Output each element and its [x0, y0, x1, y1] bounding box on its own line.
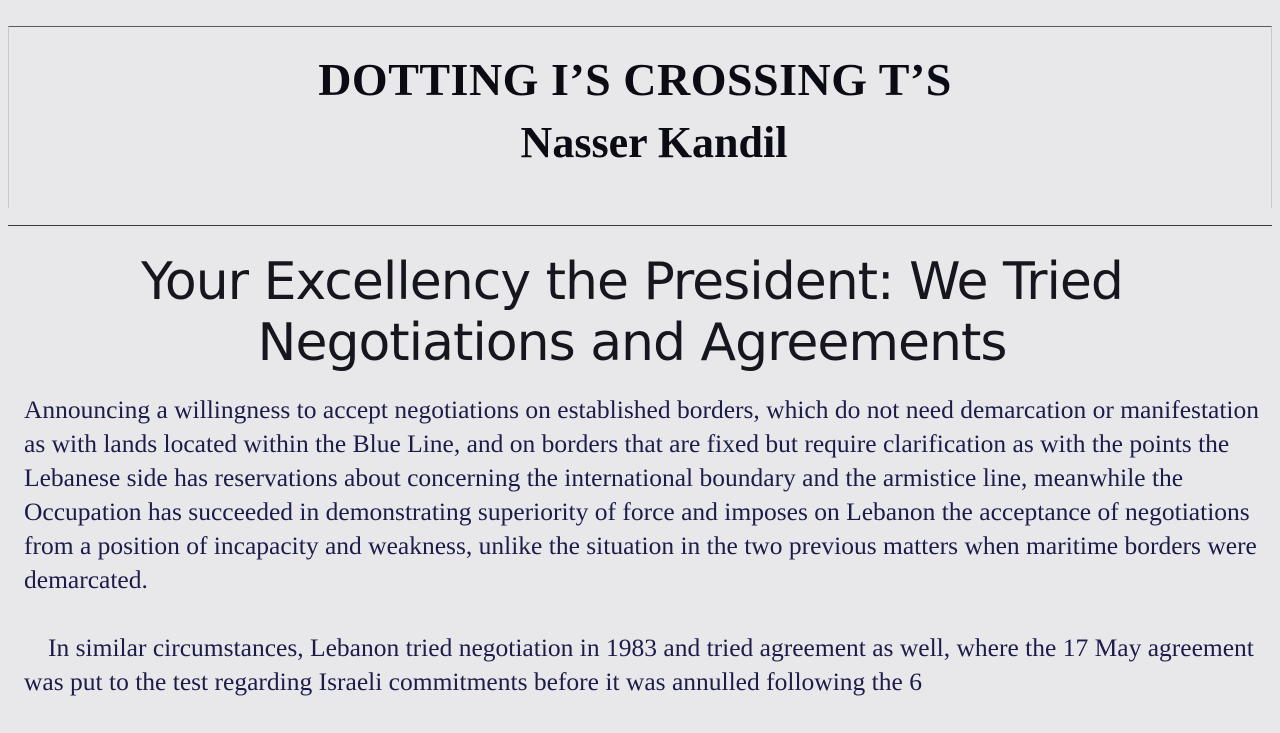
article-paragraph: In similar circumstances, Lebanon tried negotiation in 1983 and tried agreement as well, where the 17 May agreement was put to the test regarding Israeli commitments before it was annulled following the 6 [24, 633, 1254, 696]
article-paragraph: Announcing a willingness to accept negotiations on established borders, which do not need demarcation or manifestation as with lands located within the Blue Line, and on borders that are fixed but require clarification as with the points the Lebanese side has reservations about concerning the international boundary and the armistice line, meanwhile the Occupation has succeeded in demonstrating superiority of force and imposes on Lebanon the acceptance of negotiations from a position of incapacity and weakness, unlike the situation in the two previous matters when maritime borders were demarcated. [24, 395, 1260, 594]
article-headline: Your Excellency the President: We Tried Negotiations and Agreements [141, 252, 1123, 373]
header-divider [8, 225, 1272, 226]
author-name: Nasser Kandil [520, 118, 788, 167]
article-body [24, 393, 1260, 733]
column-title: DOTTING I’S CROSSING T’S [318, 54, 952, 105]
column-header-box [8, 26, 1272, 208]
